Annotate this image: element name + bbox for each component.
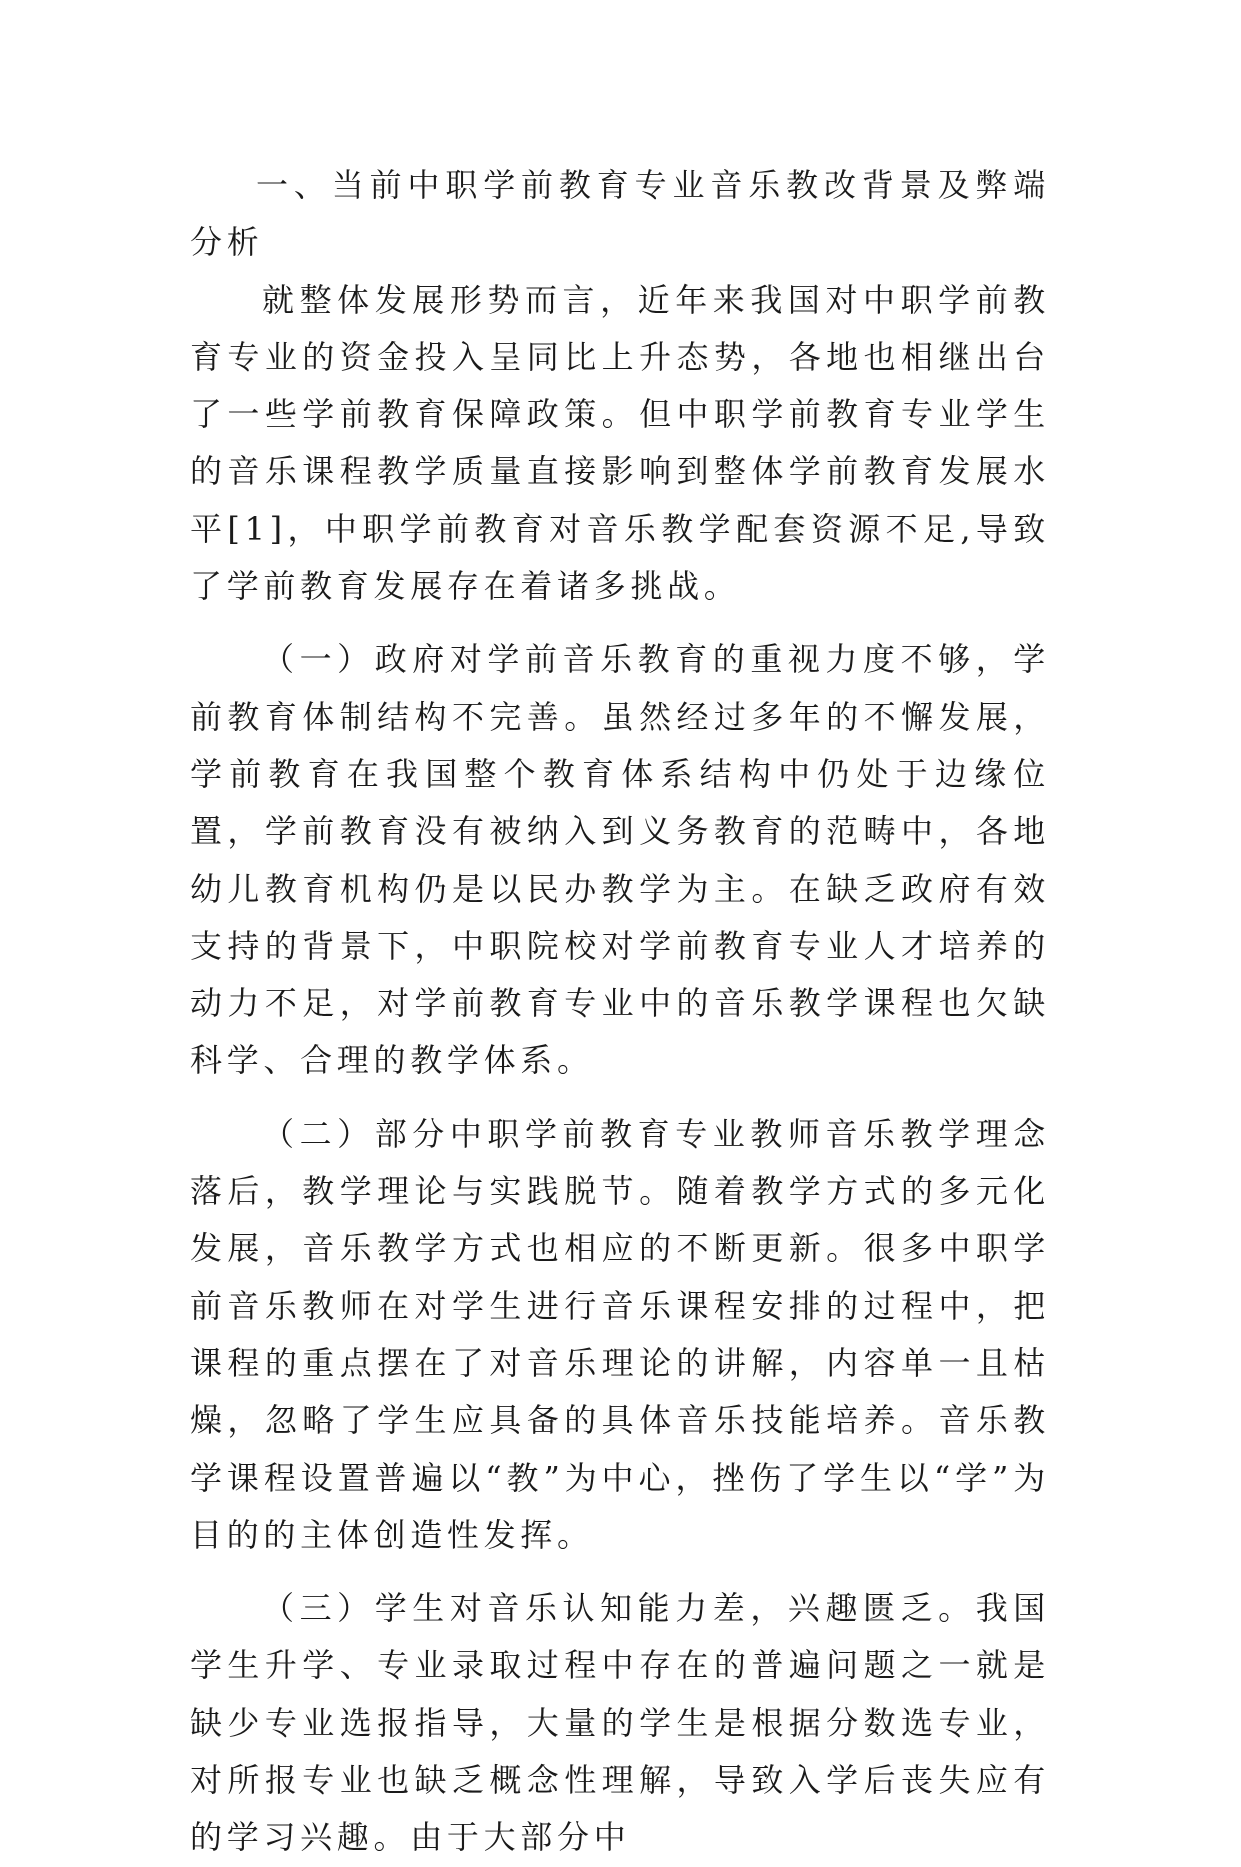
paragraph-point-3: （三）学生对音乐认知能力差，兴趣匮乏。我国学生升学、专业录取过程中存在的普遍问题之一就是缺少专业选报指导，大量的学生是根据分数选专业，对所报专业也缺乏概念性理解，导致入学后丧失应有的学习兴趣。由于大部分中 (190, 1589, 1050, 1857)
paragraph-point-2: （二）部分中职学前教育专业教师音乐教学理念落后，教学理论与实践脱节。随着教学方式的多元化发展，音乐教学方式也相应的不断更新。很多中职学前音乐教师在对学生进行音乐课程安排的过程中，把课程的重点摆在了对音乐理论的讲解，内容单一且枯燥，忽略了学生应具备的具体音乐技能培养。音乐教学课程设置普遍以“教”为中心，挫伤了学生以“学”为目的的主体创造性发挥。 (190, 1114, 1050, 1554)
document-body (190, 157, 1050, 1867)
section-heading: 一、当前中职学前教育专业音乐教改背景及弊端分析 (190, 166, 1050, 262)
paragraph-point-1: （一）政府对学前音乐教育的重视力度不够，学前教育体制结构不完善。虽然经过多年的不懈发展，学前教育在我国整个教育体系结构中仍处于边缘位置，学前教育没有被纳入到义务教育的范畴中，各地幼儿教育机构仍是以民办教学为主。在缺乏政府有效支持的背景下，中职院校对学前教育专业人才培养的动力不足，对学前教育专业中的音乐教学课程也欠缺科学、合理的教学体系。 (190, 640, 1050, 1080)
paragraph-background: 就整体发展形势而言，近年来我国对中职学前教育专业的资金投入呈同比上升态势，各地也相继出台了一些学前教育保障政策。但中职学前教育专业学生的音乐课程教学质量直接影响到整体学前教育发展水平[1]，中职学前教育对音乐教学配套资源不足,导致了学前教育发展存在着诸多挑战。 (190, 280, 1050, 606)
